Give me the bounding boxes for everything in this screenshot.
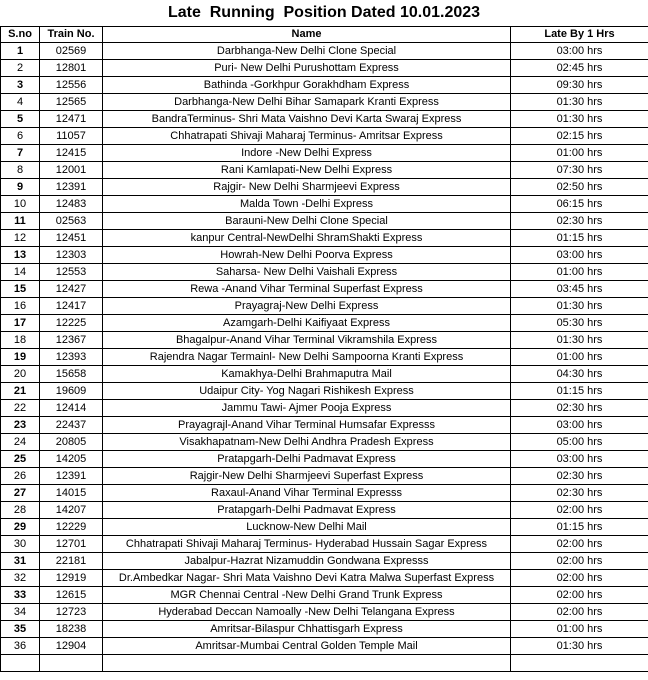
cell-sno: 25 <box>1 451 40 468</box>
cell-name: Howrah-New Delhi Poorva Express <box>103 247 511 264</box>
cell-name: Puri- New Delhi Purushottam Express <box>103 60 511 77</box>
cell-sno: 31 <box>1 553 40 570</box>
empty-row <box>1 655 648 672</box>
cell-name: Pratapgarh-Delhi Padmavat Express <box>103 502 511 519</box>
table-row <box>1 366 648 383</box>
cell-sno: 3 <box>1 77 40 94</box>
cell-sno: 7 <box>1 145 40 162</box>
cell-sno: 28 <box>1 502 40 519</box>
cell-train-no: 11057 <box>40 128 103 145</box>
cell-train-no: 12904 <box>40 638 103 655</box>
late-running-table <box>0 26 648 672</box>
table-row <box>1 332 648 349</box>
cell-late-by: 07:30 hrs <box>511 162 648 179</box>
cell-sno: 17 <box>1 315 40 332</box>
table-row <box>1 196 648 213</box>
cell-late-by: 02:30 hrs <box>511 400 648 417</box>
cell-late-by: 04:30 hrs <box>511 366 648 383</box>
cell-sno: 19 <box>1 349 40 366</box>
cell-name: Rajendra Nagar Termainl- New Delhi Sampoorna Kranti Express <box>103 349 511 366</box>
report-title: Late Running Position Dated 10.01.2023 <box>167 4 481 21</box>
table-row <box>1 298 648 315</box>
cell-sno: 13 <box>1 247 40 264</box>
cell-late-by: 05:30 hrs <box>511 315 648 332</box>
cell-late-by: 02:00 hrs <box>511 604 648 621</box>
cell-sno: 30 <box>1 536 40 553</box>
table-row <box>1 519 648 536</box>
cell-train-no: 12367 <box>40 332 103 349</box>
cell-sno: 29 <box>1 519 40 536</box>
cell-train-no: 22437 <box>40 417 103 434</box>
cell-sno: 11 <box>1 213 40 230</box>
cell-late-by: 02:30 hrs <box>511 468 648 485</box>
cell-late-by: 06:15 hrs <box>511 196 648 213</box>
cell-train-no: 02563 <box>40 213 103 230</box>
cell-late-by: 03:00 hrs <box>511 417 648 434</box>
cell-name: BandraTerminus- Shri Mata Vaishno Devi Karta Swaraj Express <box>103 111 511 128</box>
cell-train-no: 12801 <box>40 60 103 77</box>
cell-sno: 24 <box>1 434 40 451</box>
empty-cell <box>1 655 40 672</box>
cell-train-no: 02569 <box>40 43 103 60</box>
table-row <box>1 451 648 468</box>
cell-late-by: 01:00 hrs <box>511 145 648 162</box>
cell-late-by: 02:00 hrs <box>511 553 648 570</box>
header-train-no: Train No. <box>40 27 103 43</box>
cell-sno: 6 <box>1 128 40 145</box>
table-row <box>1 230 648 247</box>
cell-name: Chhatrapati Shivaji Maharaj Terminus- Amritsar Express <box>103 128 511 145</box>
cell-name: Amritsar-Mumbai Central Golden Temple Mail <box>103 638 511 655</box>
cell-late-by: 01:00 hrs <box>511 349 648 366</box>
cell-name: Udaipur City- Yog Nagari Rishikesh Express <box>103 383 511 400</box>
cell-sno: 27 <box>1 485 40 502</box>
cell-name: Indore -New Delhi Express <box>103 145 511 162</box>
table-row <box>1 145 648 162</box>
cell-sno: 21 <box>1 383 40 400</box>
empty-cell <box>40 655 103 672</box>
cell-name: Malda Town -Delhi Express <box>103 196 511 213</box>
table-row <box>1 281 648 298</box>
cell-sno: 10 <box>1 196 40 213</box>
cell-train-no: 12919 <box>40 570 103 587</box>
table-row <box>1 621 648 638</box>
cell-sno: 4 <box>1 94 40 111</box>
cell-train-no: 12556 <box>40 77 103 94</box>
cell-late-by: 09:30 hrs <box>511 77 648 94</box>
cell-sno: 22 <box>1 400 40 417</box>
cell-late-by: 02:30 hrs <box>511 213 648 230</box>
cell-train-no: 20805 <box>40 434 103 451</box>
cell-name: Jabalpur-Hazrat Nizamuddin Gondwana Expresss <box>103 553 511 570</box>
cell-train-no: 12483 <box>40 196 103 213</box>
table-row <box>1 60 648 77</box>
cell-late-by: 03:00 hrs <box>511 451 648 468</box>
cell-sno: 2 <box>1 60 40 77</box>
cell-late-by: 01:00 hrs <box>511 264 648 281</box>
cell-name: Bhagalpur-Anand Vihar Terminal Vikramshila Express <box>103 332 511 349</box>
cell-train-no: 12393 <box>40 349 103 366</box>
header-name: Name <box>103 27 511 43</box>
table-row <box>1 434 648 451</box>
cell-sno: 35 <box>1 621 40 638</box>
cell-name: Dr.Ambedkar Nagar- Shri Mata Vaishno Devi Katra Malwa Superfast Express <box>103 570 511 587</box>
cell-train-no: 12229 <box>40 519 103 536</box>
table-row <box>1 417 648 434</box>
cell-sno: 33 <box>1 587 40 604</box>
cell-late-by: 02:15 hrs <box>511 128 648 145</box>
table-row <box>1 43 648 60</box>
cell-name: Rani Kamlapati-New Delhi Express <box>103 162 511 179</box>
cell-name: Rajgir-New Delhi Sharmjeevi Superfast Express <box>103 468 511 485</box>
cell-late-by: 01:00 hrs <box>511 621 648 638</box>
cell-sno: 12 <box>1 230 40 247</box>
cell-late-by: 02:00 hrs <box>511 570 648 587</box>
cell-name: Prayagrajl-Anand Vihar Terminal Humsafar Expresss <box>103 417 511 434</box>
cell-train-no: 12701 <box>40 536 103 553</box>
table-row <box>1 485 648 502</box>
cell-train-no: 12471 <box>40 111 103 128</box>
cell-sno: 18 <box>1 332 40 349</box>
cell-late-by: 03:00 hrs <box>511 247 648 264</box>
cell-sno: 16 <box>1 298 40 315</box>
cell-train-no: 14205 <box>40 451 103 468</box>
table-row <box>1 349 648 366</box>
cell-name: Rewa -Anand Vihar Terminal Superfast Express <box>103 281 511 298</box>
cell-train-no: 22181 <box>40 553 103 570</box>
cell-name: Darbhanga-New Delhi Bihar Samapark Kranti Express <box>103 94 511 111</box>
table-row <box>1 247 648 264</box>
cell-late-by: 01:30 hrs <box>511 94 648 111</box>
cell-late-by: 01:15 hrs <box>511 383 648 400</box>
cell-sno: 26 <box>1 468 40 485</box>
cell-train-no: 12414 <box>40 400 103 417</box>
cell-name: Kamakhya-Delhi Brahmaputra Mail <box>103 366 511 383</box>
table-row <box>1 162 648 179</box>
cell-sno: 32 <box>1 570 40 587</box>
cell-train-no: 19609 <box>40 383 103 400</box>
table-row <box>1 315 648 332</box>
cell-name: Hyderabad Deccan Namoally -New Delhi Telangana Express <box>103 604 511 621</box>
cell-sno: 15 <box>1 281 40 298</box>
cell-sno: 9 <box>1 179 40 196</box>
cell-late-by: 05:00 hrs <box>511 434 648 451</box>
cell-train-no: 15658 <box>40 366 103 383</box>
cell-train-no: 12615 <box>40 587 103 604</box>
header-sno: S.no <box>1 27 40 43</box>
cell-train-no: 12553 <box>40 264 103 281</box>
cell-train-no: 12391 <box>40 179 103 196</box>
cell-late-by: 02:00 hrs <box>511 587 648 604</box>
cell-train-no: 12303 <box>40 247 103 264</box>
table-row <box>1 128 648 145</box>
cell-name: MGR Chennai Central -New Delhi Grand Trunk Express <box>103 587 511 604</box>
cell-train-no: 12417 <box>40 298 103 315</box>
cell-late-by: 02:45 hrs <box>511 60 648 77</box>
table-row <box>1 77 648 94</box>
table-row <box>1 179 648 196</box>
table-row <box>1 502 648 519</box>
cell-train-no: 14015 <box>40 485 103 502</box>
cell-late-by: 01:15 hrs <box>511 519 648 536</box>
cell-name: kanpur Central-NewDelhi ShramShakti Express <box>103 230 511 247</box>
cell-name: Pratapgarh-Delhi Padmavat Express <box>103 451 511 468</box>
cell-name: Bathinda -Gorkhpur Gorakhdham Express <box>103 77 511 94</box>
empty-cell <box>103 655 511 672</box>
cell-sno: 14 <box>1 264 40 281</box>
table-row <box>1 570 648 587</box>
table-row <box>1 213 648 230</box>
cell-name: Azamgarh-Delhi Kaifiyaat Express <box>103 315 511 332</box>
table-row <box>1 400 648 417</box>
cell-name: Rajgir- New Delhi Sharmjeevi Express <box>103 179 511 196</box>
cell-name: Barauni-New Delhi Clone Special <box>103 213 511 230</box>
cell-sno: 36 <box>1 638 40 655</box>
table-body <box>1 43 648 672</box>
cell-name: Saharsa- New Delhi Vaishali Express <box>103 264 511 281</box>
table-row <box>1 264 648 281</box>
cell-late-by: 02:00 hrs <box>511 536 648 553</box>
cell-name: Jammu Tawi- Ajmer Pooja Express <box>103 400 511 417</box>
table-row <box>1 604 648 621</box>
cell-name: Lucknow-New Delhi Mail <box>103 519 511 536</box>
cell-train-no: 12723 <box>40 604 103 621</box>
cell-name: Raxaul-Anand Vihar Terminal Expresss <box>103 485 511 502</box>
cell-sno: 5 <box>1 111 40 128</box>
cell-sno: 1 <box>1 43 40 60</box>
cell-train-no: 12225 <box>40 315 103 332</box>
cell-name: Darbhanga-New Delhi Clone Special <box>103 43 511 60</box>
cell-late-by: 01:30 hrs <box>511 638 648 655</box>
cell-train-no: 12415 <box>40 145 103 162</box>
table-row <box>1 587 648 604</box>
cell-train-no: 18238 <box>40 621 103 638</box>
cell-train-no: 12565 <box>40 94 103 111</box>
table-row <box>1 536 648 553</box>
cell-late-by: 02:50 hrs <box>511 179 648 196</box>
table-row <box>1 111 648 128</box>
table-row <box>1 638 648 655</box>
cell-name: Amritsar-Bilaspur Chhattisgarh Express <box>103 621 511 638</box>
cell-sno: 20 <box>1 366 40 383</box>
empty-cell <box>511 655 648 672</box>
cell-late-by: 01:30 hrs <box>511 332 648 349</box>
table-row <box>1 468 648 485</box>
table-row <box>1 94 648 111</box>
table-row <box>1 553 648 570</box>
header-late-by: Late By 1 Hrs <box>511 27 648 43</box>
cell-train-no: 14207 <box>40 502 103 519</box>
cell-name: Visakhapatnam-New Delhi Andhra Pradesh Express <box>103 434 511 451</box>
cell-late-by: 02:30 hrs <box>511 485 648 502</box>
cell-late-by: 03:00 hrs <box>511 43 648 60</box>
table-row <box>1 383 648 400</box>
cell-late-by: 03:45 hrs <box>511 281 648 298</box>
cell-sno: 23 <box>1 417 40 434</box>
cell-name: Prayagraj-New Delhi Express <box>103 298 511 315</box>
cell-train-no: 12427 <box>40 281 103 298</box>
cell-train-no: 12451 <box>40 230 103 247</box>
cell-late-by: 02:00 hrs <box>511 502 648 519</box>
cell-late-by: 01:30 hrs <box>511 298 648 315</box>
cell-sno: 8 <box>1 162 40 179</box>
cell-sno: 34 <box>1 604 40 621</box>
header-row <box>1 27 648 43</box>
cell-name: Chhatrapati Shivaji Maharaj Terminus- Hyderabad Hussain Sagar Express <box>103 536 511 553</box>
cell-late-by: 01:15 hrs <box>511 230 648 247</box>
cell-late-by: 01:30 hrs <box>511 111 648 128</box>
cell-train-no: 12001 <box>40 162 103 179</box>
cell-train-no: 12391 <box>40 468 103 485</box>
